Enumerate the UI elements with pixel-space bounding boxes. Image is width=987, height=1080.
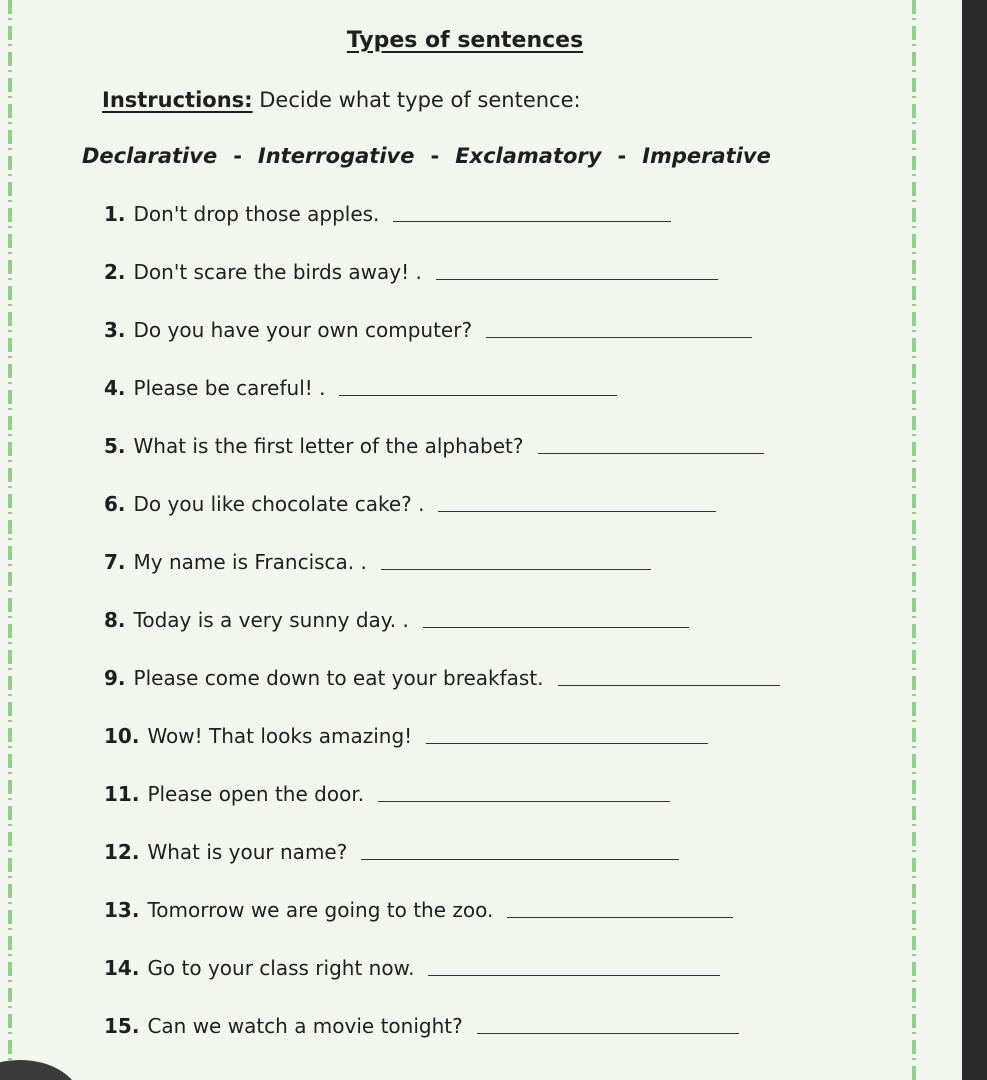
question-text: Don't drop those apples. [133,202,380,226]
corner-shadow [0,1060,80,1080]
answer-blank[interactable] [381,568,651,570]
question-text: What is the first letter of the alphabet? [133,434,524,458]
page-title: Types of sentences [346,28,584,53]
question-text: Today is a very sunny day. . [133,608,409,632]
question-text: Can we watch a movie tonight? [147,1014,463,1038]
answer-blank[interactable] [436,278,718,280]
question-number: 14. [104,956,140,980]
answer-blank[interactable] [438,510,716,512]
question-text: Go to your class right now. [147,956,415,980]
question-text: Do you have your own computer? [133,318,473,342]
question-number: 6. [104,492,126,516]
answer-blank[interactable] [378,800,670,802]
answer-blank[interactable] [428,974,720,976]
question-number: 2. [104,260,126,284]
question-item [104,492,716,516]
question-number: 13. [104,898,140,922]
question-item [104,318,752,342]
type-separator: - [617,144,627,168]
question-number: 9. [104,666,126,690]
answer-blank[interactable] [361,858,679,860]
question-item [104,840,679,864]
question-text: Tomorrow we are going to the zoo. [147,898,494,922]
type-interrogative: Interrogative [257,144,415,168]
question-number: 8. [104,608,126,632]
question-number: 7. [104,550,126,574]
question-text: Do you like chocolate cake? . [133,492,425,516]
question-item [104,376,617,400]
question-item [104,434,764,458]
question-text: Please come down to eat your breakfast. [133,666,544,690]
question-number: 4. [104,376,126,400]
question-item [104,202,671,226]
type-exclamatory: Exclamatory [455,144,602,168]
answer-blank[interactable] [558,684,780,686]
question-item [104,608,689,632]
answer-blank[interactable] [507,916,733,918]
decorative-border-right [912,0,916,1080]
answer-blank[interactable] [477,1032,739,1034]
type-separator: - [430,144,440,168]
instructions-label: Instructions: [102,88,253,112]
question-text: Please be careful! . [133,376,326,400]
instructions [102,88,581,112]
answer-blank[interactable] [423,626,689,628]
question-item [104,782,670,806]
question-number: 15. [104,1014,140,1038]
question-item [104,666,780,690]
answer-blank[interactable] [486,336,752,338]
answer-blank[interactable] [393,220,671,222]
sentence-types [82,144,771,168]
answer-blank[interactable] [426,742,708,744]
question-number: 12. [104,840,140,864]
question-text: Wow! That looks amazing! [147,724,413,748]
question-item [104,260,718,284]
question-text: My name is Francisca. . [133,550,367,574]
question-item [104,1014,739,1038]
type-declarative: Declarative [82,144,218,168]
decorative-border-left [8,0,12,1080]
question-text: Please open the door. [147,782,365,806]
answer-blank[interactable] [538,452,764,454]
question-number: 3. [104,318,126,342]
question-number: 10. [104,724,140,748]
question-text: What is your name? [147,840,348,864]
type-imperative: Imperative [642,144,771,168]
instructions-text: Decide what type of sentence: [252,88,581,112]
question-item [104,898,733,922]
question-number: 1. [104,202,126,226]
question-item [104,956,720,980]
question-number: 11. [104,782,140,806]
question-number: 5. [104,434,126,458]
question-item [104,550,651,574]
question-text: Don't scare the birds away! . [133,260,422,284]
question-item [104,724,708,748]
answer-blank[interactable] [339,394,617,396]
type-separator: - [233,144,242,168]
